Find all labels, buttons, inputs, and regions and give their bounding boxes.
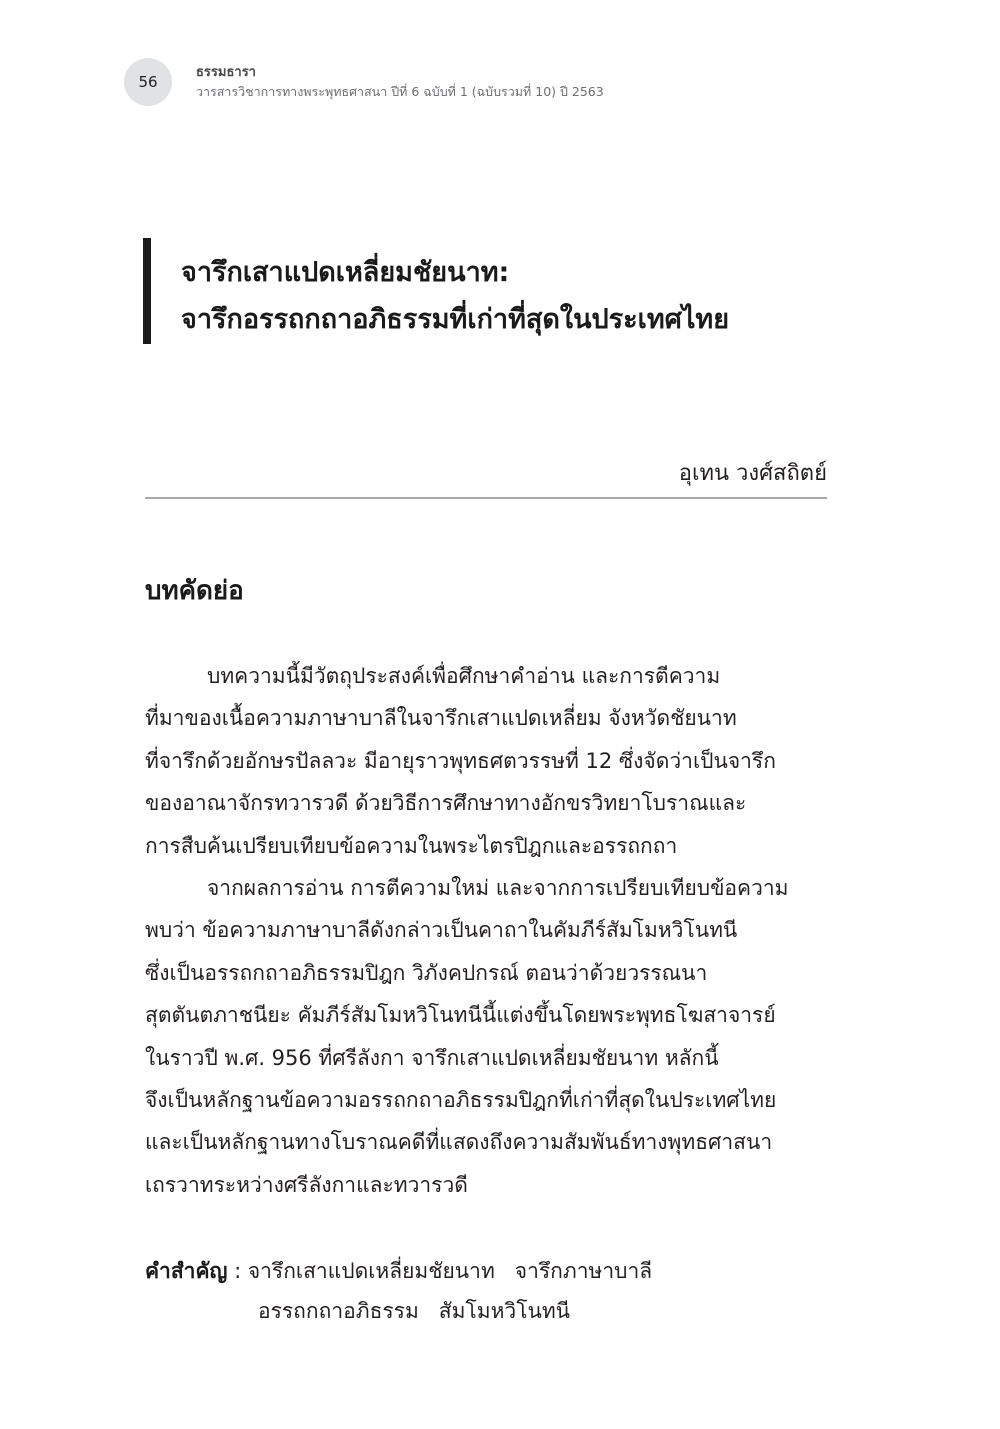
- abstract-line: พบว่า ข้อความภาษาบาลีดังกล่าวเป็นคาถาในคัมภีร์สัมโมหวิโนทนี: [145, 918, 738, 943]
- author-divider: [145, 497, 827, 499]
- abstract-line: ที่จารึกด้วยอักษรปัลลวะ มีอายุราวพุทธศตวรรษที่ 12 ซึ่งจัดว่าเป็นจารึก: [145, 748, 776, 773]
- abstract-line: จึงเป็นหลักฐานข้อความอรรถกถาอภิธรรมปิฎกที่เก่าที่สุดในประเทศไทย: [145, 1087, 777, 1112]
- keywords-separator: :: [227, 1259, 248, 1283]
- abstract-line: ในราวปี พ.ศ. 956 ที่ศรีลังกา จารึกเสาแปดเหลี่ยมชัยนาท หลักนี้: [145, 1045, 719, 1070]
- keyword-item: อรรถกถาอภิธรรม: [258, 1299, 419, 1323]
- keyword-item: สัมโมหวิโนทนี: [438, 1299, 571, 1323]
- article-title-line2: จารึกอรรถกถาอภิธรรมที่เก่าที่สุดในประเทศไทย: [181, 304, 730, 335]
- abstract-line: ซึ่งเป็นอรรถกถาอภิธรรมปิฎก วิภังคปกรณ์ ตอนว่าด้วยวรรณนา: [145, 960, 708, 985]
- abstract-line: เถรวาทระหว่างศรีลังกาและทวารวดี: [145, 1172, 468, 1197]
- keywords-label: คำสำคัญ: [145, 1259, 228, 1283]
- page-number: 56: [124, 58, 172, 106]
- journal-subtitle: วารสารวิชาการทางพระพุทธศาสนา ปีที่ 6 ฉบับที่ 1 (ฉบับรวมที่ 10) ปี 2563: [196, 84, 604, 99]
- title-accent-bar: [143, 238, 151, 344]
- journal-name: ธรรมธารา: [196, 65, 256, 80]
- abstract-line: สุตตันตภาชนียะ คัมภีร์สัมโมหวิโนทนีนี้แต่งขึ้นโดยพระพุทธโฆสาจารย์: [145, 1003, 776, 1028]
- article-title: [181, 249, 729, 343]
- abstract-heading: บทคัดย่อ: [145, 576, 244, 606]
- abstract-line: การสืบค้นเปรียบเทียบข้อความในพระไตรปิฎกและอรรถกถา: [145, 833, 678, 858]
- author-name: อุเทน วงศ์สถิตย์: [678, 461, 827, 486]
- abstract-line: และเป็นหลักฐานทางโบราณคดีที่แสดงถึงความสัมพันธ์ทางพุทธศาสนา: [145, 1130, 773, 1155]
- abstract-line: จากผลการอ่าน การตีความใหม่ และจากการเปรียบเทียบข้อความ: [207, 875, 789, 900]
- abstract-body: [145, 655, 827, 1206]
- keywords-row: [145, 1251, 652, 1291]
- keyword-item: จารึกเสาแปดเหลี่ยมชัยนาท: [247, 1259, 495, 1283]
- abstract-line: บทความนี้มีวัตถุประสงค์เพื่อศึกษาคำอ่าน และการตีความ: [207, 664, 721, 688]
- keyword-item: จารึกภาษาบาลี: [514, 1259, 653, 1283]
- abstract-line: ที่มาของเนื้อความภาษาบาลีในจารึกเสาแปดเหลี่ยม จังหวัดชัยนาท: [145, 706, 737, 731]
- article-title-line1: จารึกเสาแปดเหลี่ยมชัยนาท:: [181, 257, 510, 288]
- keywords-row-2: [258, 1291, 570, 1331]
- abstract-line: ของอาณาจักรทวารวดี ด้วยวิธีการศึกษาทางอักขรวิทยาโบราณและ: [145, 791, 747, 816]
